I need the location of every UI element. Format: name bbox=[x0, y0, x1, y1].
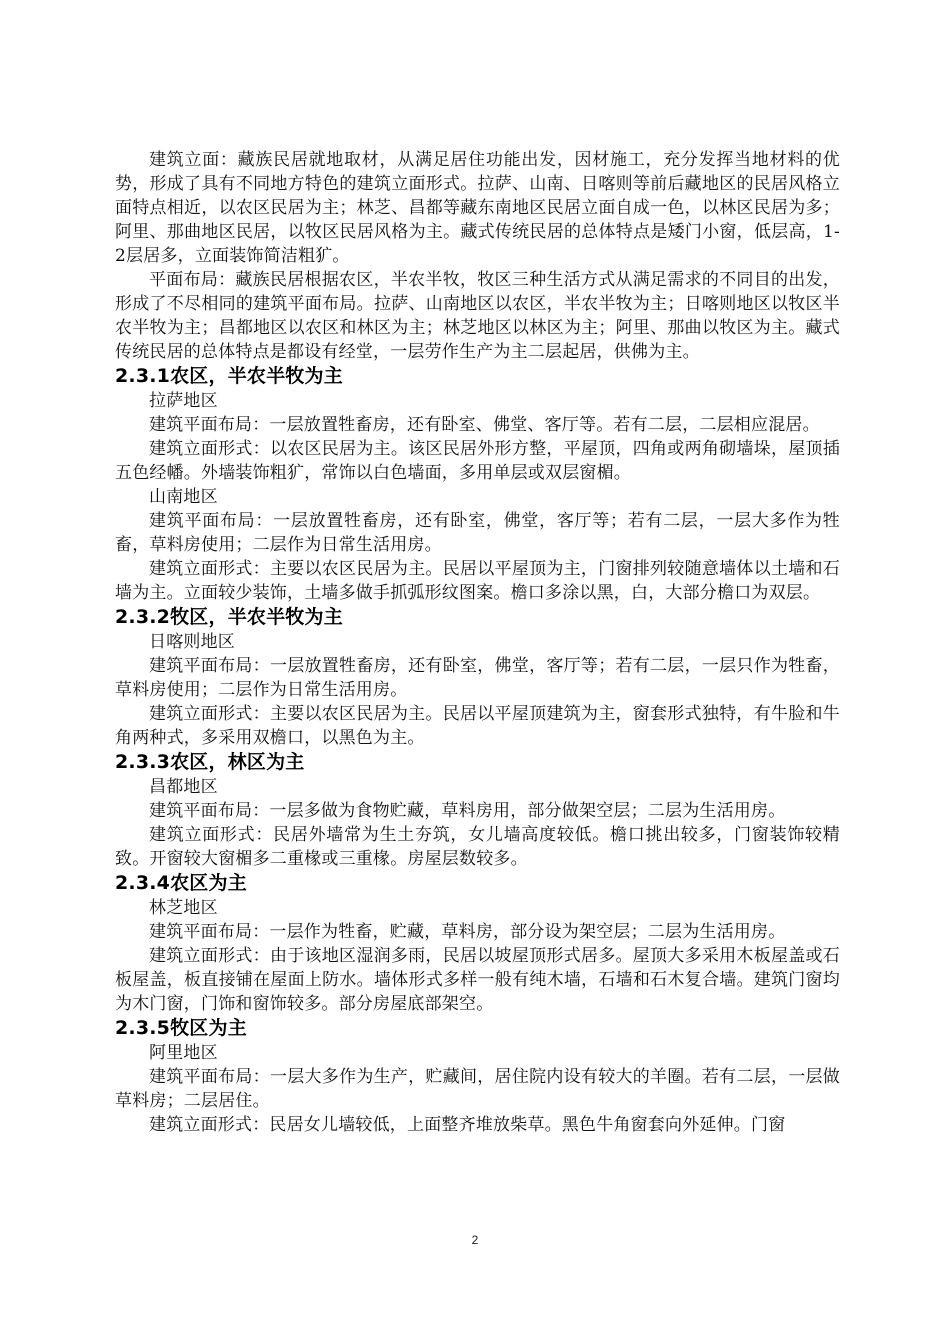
section-heading-2-3-5: 2.3.5牧区为主 bbox=[115, 1017, 247, 1039]
section-heading-2-3-1: 2.3.1农区，半农半牧为主 bbox=[115, 365, 343, 387]
region-name-qamdo: 昌都地区 bbox=[149, 777, 218, 797]
section-heading-2-3-3: 2.3.3农区，林区为主 bbox=[115, 751, 305, 773]
region-plan-paragraph-lhasa: 建筑平面布局：一层放置牲畜房，还有卧室、佛堂、客厅等。若有二层，二层相应混居。 bbox=[149, 415, 820, 435]
region-name-shigatse: 日喀则地区 bbox=[149, 632, 235, 652]
region-plan-paragraph-shigatse: 建筑平面布局：一层放置牲畜房，还有卧室，佛堂，客厅等；若有二层，一层只作为牲畜，草料房使用；二层作为日常生活用房。 bbox=[115, 656, 840, 700]
page-number: 2 bbox=[471, 1233, 479, 1247]
region-facade-paragraph-shannan: 建筑立面形式：主要以农区民居为主。民居以平屋顶为主，门窗排列较随意墙体以土墙和石墙为主。立面较少装饰，土墙多做手抓弧形纹图案。檐口多涂以黑，白，大部分檐口为双层。 bbox=[115, 559, 840, 603]
region-plan-paragraph-shannan: 建筑平面布局：一层放置牲畜房，还有卧室，佛堂，客厅等；若有二层，一层大多作为牲畜，草料房使用；二层作为日常生活用房。 bbox=[115, 511, 840, 555]
section-heading-2-3-4: 2.3.4农区为主 bbox=[115, 872, 247, 894]
document-body bbox=[115, 148, 840, 1137]
region-plan-paragraph-ngari: 建筑平面布局：一层大多作为生产，贮藏间，居住院内设有较大的羊圈。若有二层，一层做草料房；二层居住。 bbox=[115, 1067, 840, 1111]
region-plan-paragraph-qamdo: 建筑平面布局：一层多做为食物贮藏，草料房用，部分做架空层；二层为生活用房。 bbox=[149, 801, 786, 821]
region-plan-paragraph-nyingchi: 建筑平面布局：一层作为牲畜，贮藏，草料房，部分设为架空层；二层为生活用房。 bbox=[149, 922, 786, 942]
section-heading-2-3-2: 2.3.2牧区，半农半牧为主 bbox=[115, 606, 343, 628]
intro-facade-paragraph: 建筑立面：藏族民居就地取材，从满足居住功能出发，因材施工，充分发挥当地材料的优势，形成了具有不同地方特色的建筑立面形式。拉萨、山南、日喀则等前后藏地区的民居风格立面特点相近，以农区民居为主；林芝、昌都等藏东南地区民居立面自成一色，以林区民居为多；阿里、那曲地区民居，以牧区民居风格为主。藏式传统民居的总体特点是矮门小窗，低层高，1-2层居多，立面装饰简洁粗犷。 bbox=[115, 150, 840, 266]
region-name-lhasa: 拉萨地区 bbox=[149, 391, 218, 411]
region-facade-paragraph-ngari: 建筑立面形式：民居女儿墙较低，上面整齐堆放柴草。黑色牛角窗套向外延伸。门窗 bbox=[149, 1115, 786, 1135]
region-name-ngari: 阿里地区 bbox=[149, 1043, 218, 1063]
region-name-nyingchi: 林芝地区 bbox=[149, 898, 218, 918]
region-facade-paragraph-qamdo: 建筑立面形式：民居外墙常为生土夯筑，女儿墙高度较低。檐口挑出较多，门窗装饰较精致。开窗较大窗楣多二重椽或三重椽。房屋层数较多。 bbox=[115, 825, 840, 869]
intro-plan-paragraph: 平面布局：藏族民居根据农区，半农半牧，牧区三种生活方式从满足需求的不同目的出发，形成了不尽相同的建筑平面布局。拉萨、山南地区以农区，半农半牧为主；日喀则地区以牧区半农半牧为主；昌都地区以农区和林区为主；林芝地区以林区为主；阿里、那曲以牧区为主。藏式传统民居的总体特点是都设有经堂，一层劳作生产为主二层起居，供佛为主。 bbox=[115, 270, 840, 362]
region-name-shannan: 山南地区 bbox=[149, 487, 218, 507]
region-facade-paragraph-lhasa: 建筑立面形式：以农区民居为主。该区民居外形方整，平屋顶，四角或两角砌墙垛，屋顶插五色经幡。外墙装饰粗犷，常饰以白色墙面，多用单层或双层窗楣。 bbox=[115, 439, 840, 483]
region-facade-paragraph-nyingchi: 建筑立面形式：由于该地区湿润多雨，民居以坡屋顶形式居多。屋顶大多采用木板屋盖或石板屋盖，板直接铺在屋面上防水。墙体形式多样一般有纯木墙，石墙和石木复合墙。建筑门窗均为木门窗，门饰和窗饰较多。部分房屋底部架空。 bbox=[115, 946, 840, 1014]
region-facade-paragraph-shigatse: 建筑立面形式：主要以农区民居为主。民居以平屋顶建筑为主，窗套形式独特，有牛脸和牛角两种式，多采用双檐口，以黑色为主。 bbox=[115, 704, 840, 748]
